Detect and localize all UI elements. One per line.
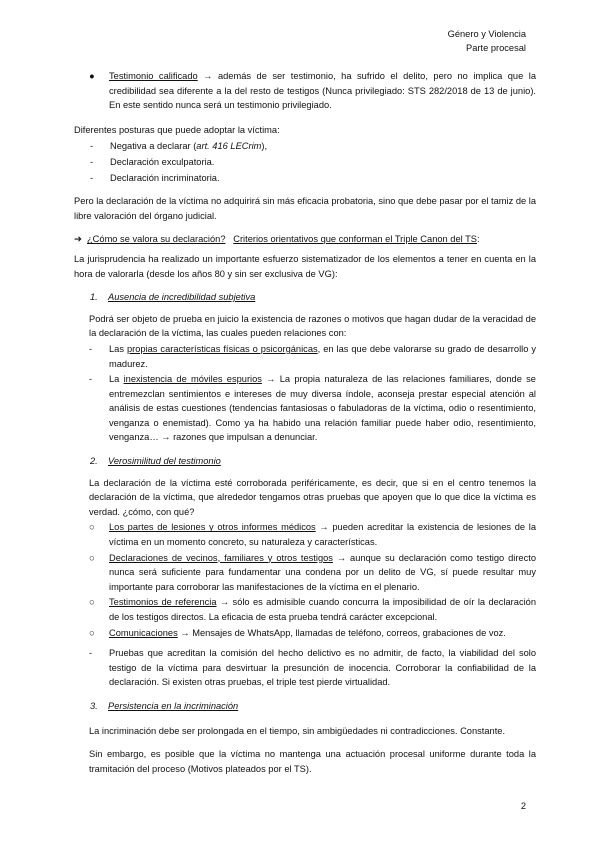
circle-bullet-icon: ○	[89, 627, 95, 638]
ref-lecrim: art. 416 LECrim	[196, 141, 262, 152]
list-item: ○ Testimonios de referencia → sólo es admisible cuando concurra la imposibilidad de oír la declaración de los testigos directos. La eficacia de esta prueba tendrá carácter excepcional.	[89, 595, 536, 624]
section-paragraph: Sin embargo, es posible que la víctima no mantenga una actuación procesal uniforme durante toda la tramitación del proceso (Motivos plateados por el TS).	[89, 749, 536, 774]
header-title: Género y Violencia	[447, 29, 526, 39]
section-title: Persistencia en la incriminación	[108, 700, 239, 711]
page-number: 2	[520, 801, 526, 811]
term: propias características físicas o psicorgánicas	[126, 343, 318, 354]
section-number: 2.	[90, 456, 98, 467]
list-item: ○ Los partes de lesiones y otros informes médicos → pueden acreditar la existencia de lesiones de la víctima en un momento concreto, su naturaleza y características.	[89, 520, 536, 549]
section-paragraph: La incriminación debe ser prolongada en el tiempo, sin ambigüedades ni contradicciones. Constante.	[89, 725, 506, 736]
document-body	[74, 69, 536, 776]
section-3-body	[74, 724, 536, 777]
list-item: ○ Comunicaciones → Mensajes de WhatsApp, llamadas de teléfono, correos, grabaciones de voz.	[89, 626, 536, 641]
dash-icon: -	[90, 172, 94, 183]
section-title: Verosimilitud del testimonio	[108, 456, 221, 467]
bullet-text: → además de ser testimonio, ha sufrido el delito, pero no implica que la credibilidad sea diferente a la del resto de testigos (Nunca privilegiado: STS 282/2018 de 13 de junio). En este sentido nunca será un testimonio privilegiado.	[109, 71, 536, 111]
section-2-body	[74, 476, 536, 690]
section-1-heading	[74, 290, 536, 305]
dash-icon: -	[89, 343, 93, 354]
bullet-testimonio-calificado	[74, 69, 536, 113]
criteria-text: Criterios orientativos que conforman el Triple Canon del TS	[233, 234, 477, 245]
term: Testimonios de referencia	[109, 597, 217, 608]
postures-list	[74, 139, 536, 185]
section-3-heading	[74, 699, 536, 714]
list-item: - Las propias características físicas o psicorgánicas, en las que debe valorarse su grado de desarrollo y madurez.	[89, 342, 536, 371]
section-number: 3.	[90, 700, 98, 711]
section-title: Ausencia de incredibilidad subjetiva	[108, 292, 256, 303]
posture-item: - Declaración incriminatoria.	[74, 171, 536, 186]
circle-bullet-icon: ○	[89, 522, 95, 533]
circle-bullet-icon: ○	[89, 552, 95, 563]
list-item: - La inexistencia de móviles espurios → La propia naturaleza de las relaciones familiares, donde se entremezclan sentimientos e intereses de muy diversa índole, aconseja prestar especial atención al análisis de estas cuestiones (tendencias fantasiosas o fabuladoras de la víctima, odio o resentimiento, venganza o enemistad). Como ya ha habido una relación familiar puede haber odio, resentimiento, venganza… → razones que impulsan a denunciar.	[89, 372, 536, 445]
question-heading: ➔ ¿Cómo se valora su declaración? Criterios orientativos que conforman el Triple Canon del TS:	[74, 232, 536, 247]
header-subtitle: Parte procesal	[466, 43, 526, 53]
arrow-right-icon: ➔	[74, 234, 82, 245]
question-text: ¿Cómo se valora su declaración?	[87, 234, 226, 245]
term: Los partes de lesiones y otros informes médicos	[109, 522, 316, 533]
dash-icon: -	[89, 374, 93, 385]
list-item: - Pruebas que acreditan la comisión del hecho delictivo es no admitir, de facto, la viabilidad del solo testigo de la víctima para desvirtuar la presunción de inocencia. Corroborar la confiabilidad de la declaración. Si existen otras pruebas, el triple test pierde virtualidad.	[89, 646, 536, 690]
dash-icon: -	[90, 141, 94, 152]
term: Declaraciones de vecinos, familiares y otros testigos	[109, 552, 333, 563]
section-1-body	[74, 312, 536, 445]
dash-icon: -	[89, 648, 93, 659]
postures-intro: Diferentes posturas que puede adoptar la víctima:	[74, 124, 280, 135]
paragraph-libre-valoracion: Pero la declaración de la víctima no adquirirá sin más eficacia probatoria, sino que debe pasar por el tamiz de la libre valoración del órgano judicial.	[74, 196, 536, 221]
posture-item: - Declaración exculpatoria.	[74, 155, 536, 170]
term-testimonio-calificado: Testimonio calificado	[109, 71, 198, 81]
term: inexistencia de móviles espurios	[123, 374, 262, 385]
section-paragraph: Podrá ser objeto de prueba en juicio la existencia de razones o motivos que hagan dudar de la veracidad de la declaración de la víctima, las cuales pueden relaciones con:	[89, 313, 536, 339]
dash-icon: -	[90, 156, 94, 167]
page-header	[448, 27, 526, 55]
list-item: ○ Declaraciones de vecinos, familiares y otros testigos → aunque su declaración como testigo directo nunca será suficiente para fundamentar una condena por un delito de VG, sí puede resultar muy importante para corroborar las manifestaciones de la víctima en el plenario.	[89, 551, 536, 595]
section-2-heading	[74, 454, 536, 469]
section-paragraph: La declaración de la víctima esté corroborada periféricamente, es decir, que si en el centro tenemos la declaración de la víctima, que alrededor tengamos otras pruebas que apoyen que lo que dice la víctima es verdad. ¿cómo, con qué?	[89, 477, 536, 517]
section-number: 1.	[90, 292, 98, 303]
term: Comunicaciones	[109, 627, 178, 638]
circle-bullet-icon: ○	[89, 597, 95, 608]
posture-item: - Negativa a declarar (art. 416 LECrim),	[74, 139, 536, 154]
paragraph-jurisprudencia: La jurisprudencia ha realizado un importante esfuerzo sistematizador de los elementos a tener en cuenta en la hora de valorarla (desde los años 80 y sin ser exclusiva de VG):	[74, 253, 536, 279]
bullet-dot-icon: ●	[89, 71, 95, 81]
